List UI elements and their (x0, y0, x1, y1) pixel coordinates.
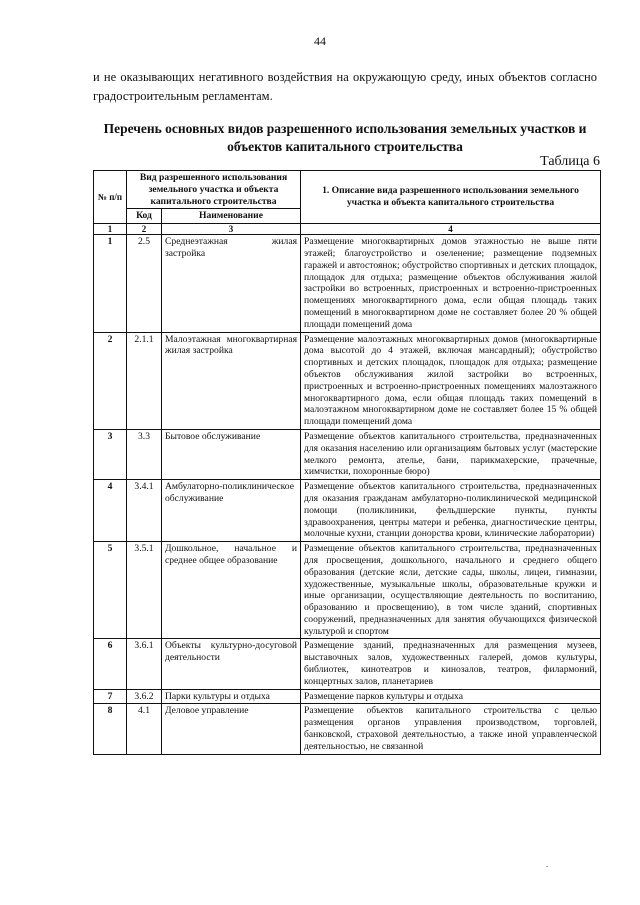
row-number: 6 (94, 639, 127, 689)
row-name: Парки культуры и отдыха (162, 689, 301, 704)
row-number: 4 (94, 480, 127, 542)
column-index-row (94, 224, 601, 235)
row-code: 3.6.1 (127, 639, 162, 689)
table-row (94, 689, 601, 704)
row-code: 4.1 (127, 704, 162, 754)
row-description: Размещение малоэтажных многоквартирных домов (многоквартирные дома высотой до 4 этажей, включая мансардный); обустройство спортивных и детских площадок, площадок для отдыха; размещение объектов обслуживания жилой застройки во встроенных, пристроенных и встроенно-пристроенных помещениях малоэтажного многоквартирного дома, если общая площадь таких помещений в малоэтажном многоквартирном доме не составляет более 15 % общей площади помещений дома (301, 332, 601, 429)
row-number: 1 (94, 235, 127, 332)
table-label: Таблица 6 (540, 154, 600, 169)
row-description: Размещение объектов капитального строительства, предназначенных для оказания населению или организациям бытовых услуг (мастерские мелкого ремонта, ателье, бани, парикмахерские, прачечные, химчистки, похоронные бюро) (301, 429, 601, 479)
row-number: 8 (94, 704, 127, 754)
row-description: Размещение зданий, предназначенных для размещения музеев, выставочных залов, художественных галерей, домов культуры, библиотек, кинотеатров и кинозалов, театров, филармоний, концертных залов, планетариев (301, 639, 601, 689)
row-code: 3.5.1 (127, 542, 162, 639)
row-description: Размещение многоквартирных домов этажностью не выше пяти этажей; благоустройство и озеленение; размещение подземных гаражей и автостоянок; обустройство спортивных и детских площадок, площадок для отдыха; размещение объектов обслуживания жилой застройки во встроенных, пристроенных и встроенно-пристроенных помещениях многоквартирного дома, если общая площадь таких помещений в многоквартирном доме не составляет более 20 % общей площади помещений дома (301, 235, 601, 332)
row-code: 3.6.2 (127, 689, 162, 704)
row-name: Среднеэтажная жилая застройка (162, 235, 301, 332)
row-name: Амбулаторно-поликлиническое обслуживание (162, 480, 301, 542)
row-code: 3.3 (127, 429, 162, 479)
row-name: Объекты культурно-досуговой деятельности (162, 639, 301, 689)
scan-mark: . (546, 860, 548, 869)
table-row (94, 639, 601, 689)
header-num: № п/п (94, 171, 127, 224)
row-code: 3.4.1 (127, 480, 162, 542)
column-index: 4 (301, 224, 601, 235)
header-code: Код (127, 209, 162, 224)
table-title: Перечень основных видов разрешенного использования земельных участков и объектов капитального строительства (103, 121, 587, 154)
table-row (94, 235, 601, 332)
row-name: Бытовое обслуживание (162, 429, 301, 479)
row-description: Размещение объектов капитального строительства, предназначенных для оказания гражданам амбулаторно-поликлинической медицинской помощи (поликлиники, фельдшерские пункты, пункты здравоохранения, центры матери и ребенка, диагностические центры, молочные кухни, станции донорства крови, клинические лаборатории) (301, 480, 601, 542)
row-number: 2 (94, 332, 127, 429)
column-index: 2 (127, 224, 162, 235)
intro-paragraph: и не оказывающих негативного воздействия на окружающую среду, иных объектов согласно градостроительным регламентам. (93, 70, 597, 103)
row-code: 2.1.1 (127, 332, 162, 429)
row-number: 7 (94, 689, 127, 704)
row-name: Малоэтажная многоквартирная жилая застройка (162, 332, 301, 429)
row-description: Размещение объектов капитального строительства, предназначенных для просвещения, дошкольного, начального и среднего общего образования (детские ясли, детские сады, школы, лицеи, гимназии, художественные, музыкальные школы, образовательные кружки и иные организации, осуществляющие деятельность по воспитанию, образованию и просвещению), в том числе зданий, спортивных сооружений, предназначенных для занятия обучающихся физической культурой и спортом (301, 542, 601, 639)
header-kind: Вид разрешенного использования земельного участка и объекта капитального строительства (127, 171, 301, 209)
table-row (94, 542, 601, 639)
row-name: Дошкольное, начальное и среднее общее образование (162, 542, 301, 639)
header-desc: 1. Описание вида разрешенного использования земельного участка и объекта капитального строительства (301, 171, 601, 224)
table-row (94, 332, 601, 429)
row-number: 5 (94, 542, 127, 639)
header-name: Наименование (162, 209, 301, 224)
land-use-table (93, 170, 601, 755)
row-number: 3 (94, 429, 127, 479)
table-row (94, 480, 601, 542)
column-index: 1 (94, 224, 127, 235)
row-description: Размещение парков культуры и отдыха (301, 689, 601, 704)
row-code: 2.5 (127, 235, 162, 332)
page-number: 44 (314, 34, 326, 48)
row-name: Деловое управление (162, 704, 301, 754)
row-description: Размещение объектов капитального строительства с целью размещения органов управления производством, торговлей, банковской, страховой деятельностью, а также иной управленческой деятельностью, не связанной (301, 704, 601, 754)
table-row (94, 429, 601, 479)
table-row (94, 704, 601, 754)
column-index: 3 (162, 224, 301, 235)
